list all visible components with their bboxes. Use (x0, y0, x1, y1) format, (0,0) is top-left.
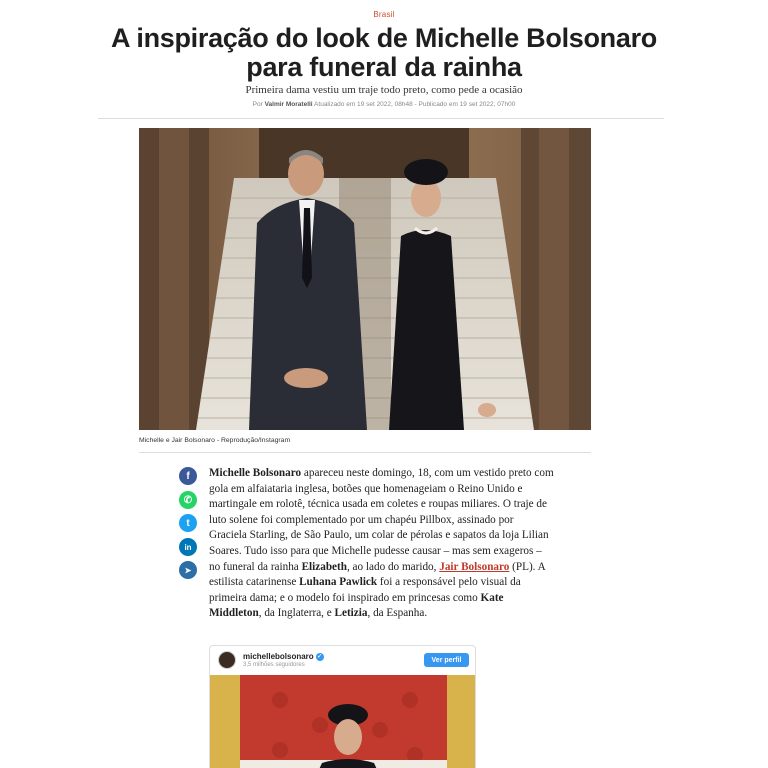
facebook-icon[interactable]: f (179, 467, 197, 485)
twitter-icon[interactable]: t (179, 514, 197, 532)
hero-photo-illustration (139, 128, 591, 430)
hero-photo (139, 128, 591, 430)
person-elizabeth: Elizabeth (301, 560, 347, 573)
article-body (209, 466, 554, 622)
follower-count: 3,5 milhões seguidores (243, 662, 305, 668)
body-text: apareceu neste domingo, 18, com um vestido preto com gola em alfaiataria inglesa, botões que homenageiam o Reino Unido e martingale em rolotê, técnica usada em coletes e roupas miliares. O traje de luto solene foi complementado por um chapéu Pillbox, assinado por Graciela Starling, de São Paulo, um colar de pérolas e sapatos da loja Lilian Soares. Tudo isso para que Michelle pudesse causar – mas sem exageros – no funeral da rainha (209, 467, 554, 573)
verified-badge-icon: ✓ (317, 653, 323, 660)
author-name[interactable]: Valmir Moratelli (264, 101, 313, 108)
avatar[interactable] (218, 651, 236, 669)
article-title: A inspiração do look de Michelle Bolsonaro para funeral da rainha (110, 23, 657, 82)
whatsapp-icon[interactable]: ✆ (179, 491, 197, 509)
body-text: (PL). A estilista catarinense (209, 560, 546, 589)
instagram-username[interactable] (243, 652, 324, 661)
byline-prefix: Por (252, 101, 265, 108)
body-text: foi a responsável pelo visual da primeira dama; e o modelo foi inspirado em princesas como (209, 576, 521, 604)
article-subtitle: Primeira dama vestiu um traje todo preto, como pede a ocasião (245, 84, 523, 96)
instagram-username-text[interactable]: michellebolsonaro (243, 652, 314, 661)
person-michelle: Michelle Bolsonaro (209, 467, 302, 479)
header-divider (98, 118, 664, 119)
section-label[interactable]: Brasil (373, 10, 395, 19)
telegram-icon[interactable]: ➤ (179, 561, 197, 579)
photo-caption: Michelle e Jair Bolsonaro - Reprodução/Instagram (139, 437, 291, 444)
linkedin-icon[interactable]: in (179, 538, 197, 556)
person-luhana: Luhana Pawlick (299, 576, 378, 589)
instagram-embed[interactable] (209, 645, 476, 768)
person-kate: Kate Middleton (209, 591, 504, 620)
byline (0, 101, 768, 108)
person-letizia: Letizia (334, 607, 368, 620)
instagram-header (210, 646, 475, 674)
publish-dates: Atualizado em 19 set 2022, 08h48 - Publicado em 19 set 2022, 07h00 (312, 101, 516, 108)
link-jair-bolsonaro[interactable]: Jair Bolsonaro (439, 560, 510, 573)
body-text: , ao lado do marido, (346, 560, 440, 573)
instagram-image-illustration (210, 675, 476, 768)
body-text: , da Espanha. (367, 607, 428, 620)
view-profile-button[interactable]: Ver perfil (424, 653, 469, 667)
body-text: , da Inglaterra, e (258, 607, 335, 620)
caption-divider (139, 452, 591, 453)
instagram-post-image[interactable] (210, 675, 476, 768)
